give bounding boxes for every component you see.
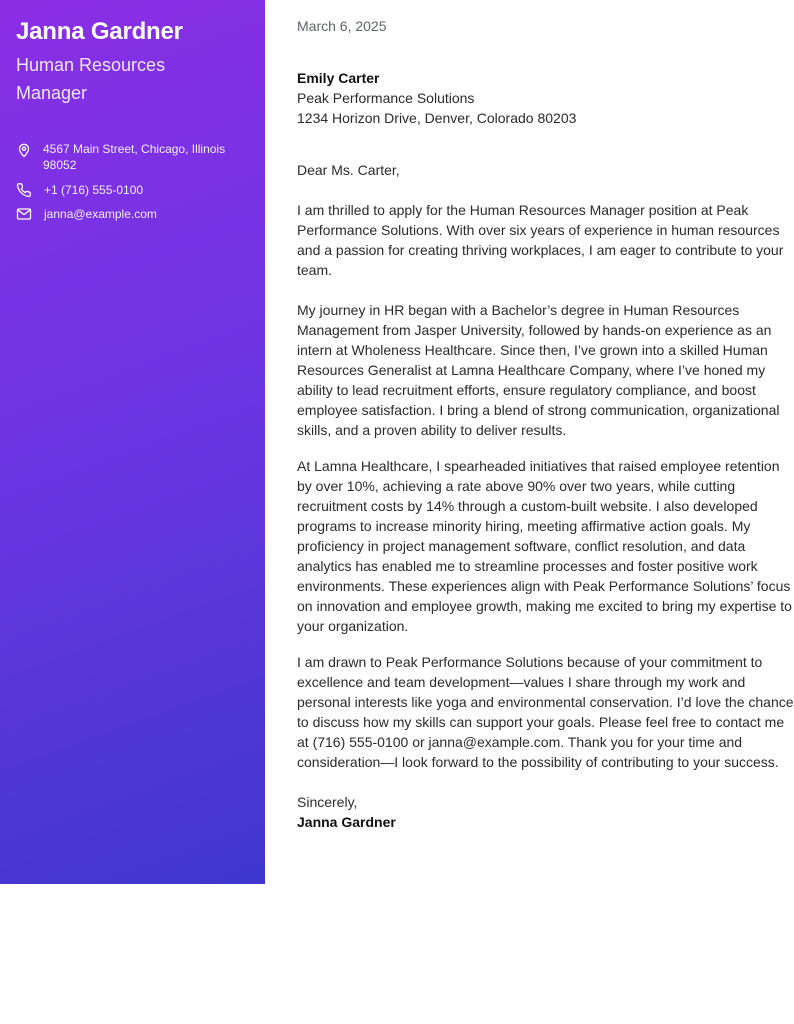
paragraph-intro: I am thrilled to apply for the Human Resources Manager position at Peak Performance Solutions. With over six years of experience in human resources and a passion for creating thriving workplaces, I am eager to contribute to your team. bbox=[297, 202, 784, 278]
recipient-name: Emily Carter bbox=[297, 70, 380, 86]
contact-email bbox=[16, 206, 249, 222]
recipient-address: 1234 Horizon Drive, Denver, Colorado 80203 bbox=[297, 110, 577, 126]
recipient-block bbox=[297, 68, 794, 128]
salutation: Dear Ms. Carter, bbox=[297, 162, 400, 178]
applicant-title: Human Resources Manager bbox=[16, 55, 166, 103]
sidebar bbox=[0, 0, 265, 884]
letter-date: March 6, 2025 bbox=[297, 18, 387, 34]
phone-text[interactable]: +1 (716) 555-0100 bbox=[44, 183, 144, 197]
contact-address bbox=[16, 141, 249, 173]
applicant-name: Janna Gardner bbox=[16, 18, 183, 45]
email-text[interactable]: janna@example.com bbox=[44, 207, 157, 221]
closing: Sincerely, bbox=[297, 794, 358, 810]
recipient-company: Peak Performance Solutions bbox=[297, 90, 475, 106]
address-text: 4567 Main Street, Chicago, Illinois 98052 bbox=[43, 142, 226, 172]
paragraph-motivation: I am drawn to Peak Performance Solutions because of your commitment to excellence and team development—values I share through my work and personal interests like yoga and environmental conservation. I’d love the chance to discuss how my skills can support your goals. Please feel free to contact me at (716) 555-0100 or janna@example.com. Thank you for your time and consideration—I look forward to the possibility of contributing to your success. bbox=[297, 654, 794, 770]
paragraph-background: My journey in HR began with a Bachelor’s degree in Human Resources Management from Jasper University, followed by hands-on experience as an intern at Wholeness Healthcare. Since then, I’ve grown into a skilled Human Resources Generalist at Lamna Healthcare Company, where I’ve honed my ability to lead recruitment efforts, ensure regulatory compliance, and boost employee satisfaction. I bring a blend of strong communication, organizational skills, and a proven ability to deliver results. bbox=[297, 302, 780, 438]
mail-icon bbox=[16, 206, 32, 222]
contact-list bbox=[16, 141, 249, 222]
paragraph-achievements: At Lamna Healthcare, I spearheaded initiatives that raised employee retention by over 10%, achieving a rate above 90% over two years, while cutting recruitment costs by 14% through a custom-built website. I also developed programs to increase minority hiring, meeting affirmative action goals. My proficiency in project management software, conflict resolution, and data analytics has enabled me to streamline processes and foster positive work environments. These experiences align with Peak Performance Solutions’ focus on innovation and employee growth, making me excited to bring my expertise to your organization. bbox=[297, 458, 792, 634]
location-pin-icon bbox=[16, 142, 32, 158]
phone-icon bbox=[16, 182, 32, 198]
letter-body bbox=[297, 16, 794, 832]
signature-name: Janna Gardner bbox=[297, 814, 396, 830]
contact-phone bbox=[16, 182, 249, 198]
